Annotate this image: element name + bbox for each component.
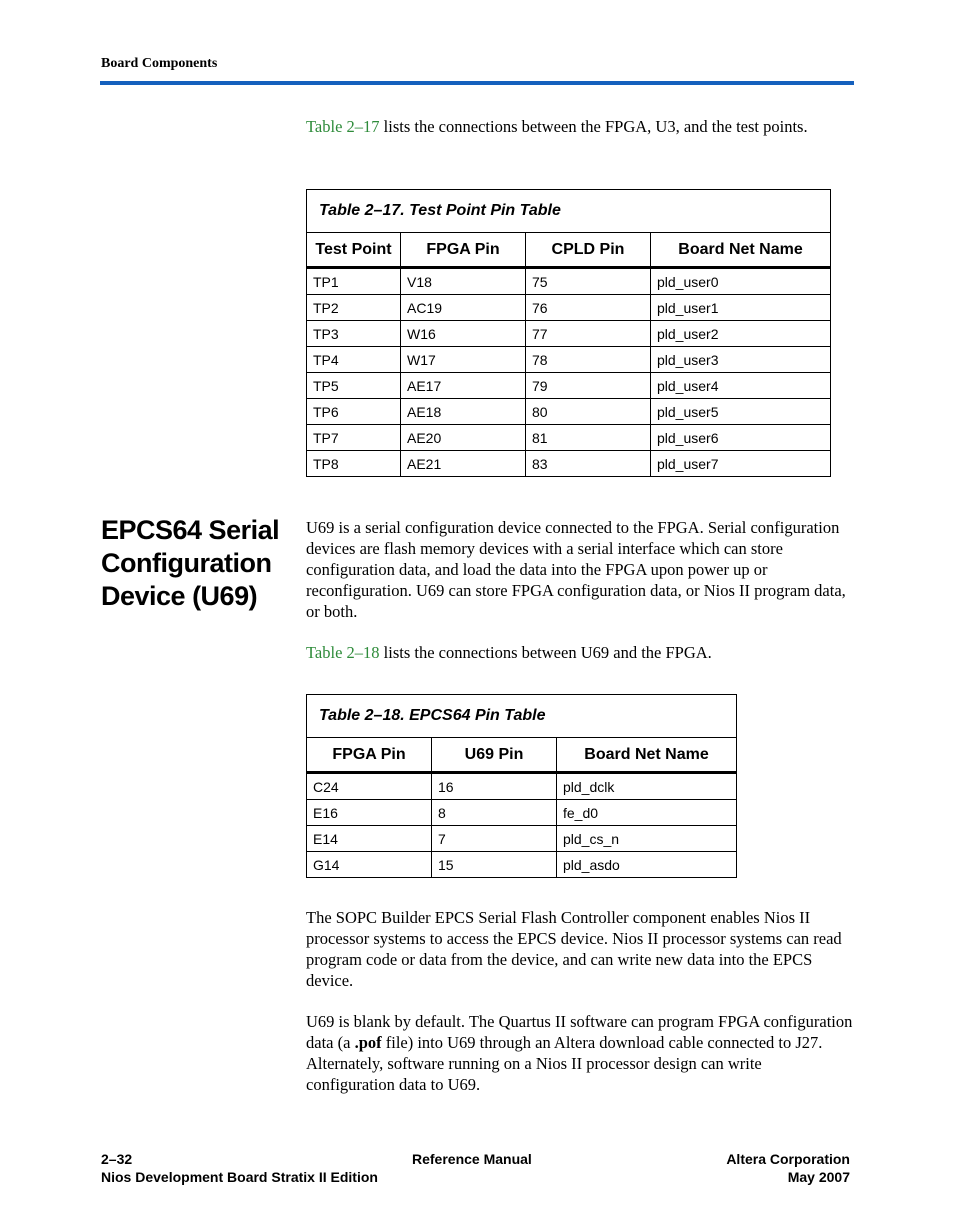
section-heading-line: EPCS64 Serial — [101, 515, 280, 545]
table-17-link[interactable]: Table 2–17 — [306, 117, 380, 136]
table-17-body — [307, 268, 831, 477]
table-17-caption: Table 2–17. Test Point Pin Table — [307, 190, 831, 233]
table-cell: TP1 — [307, 268, 401, 295]
footer-left — [101, 1150, 378, 1186]
table-17-header-row — [307, 233, 831, 268]
pof-extension: .pof — [354, 1033, 382, 1052]
table-row — [307, 373, 831, 399]
table-cell: TP8 — [307, 451, 401, 477]
table-cell: TP2 — [307, 295, 401, 321]
table-cell: AE17 — [401, 373, 526, 399]
test-point-pin-table — [306, 189, 831, 477]
table-cell: W17 — [401, 347, 526, 373]
table-cell: 81 — [526, 425, 651, 451]
table-cell: V18 — [401, 268, 526, 295]
table-cell: pld_user0 — [651, 268, 831, 295]
table-cell: pld_user5 — [651, 399, 831, 425]
table-cell: AC19 — [401, 295, 526, 321]
table-cell: pld_cs_n — [557, 826, 737, 852]
table-cell: fe_d0 — [557, 800, 737, 826]
table-cell: pld_user7 — [651, 451, 831, 477]
table-row — [307, 800, 737, 826]
table-cell: G14 — [307, 852, 432, 878]
table-row — [307, 268, 831, 295]
publication-date: May 2007 — [787, 1169, 850, 1185]
table-cell: TP3 — [307, 321, 401, 347]
table-cell: TP6 — [307, 399, 401, 425]
table-row — [307, 852, 737, 878]
footer-center: Reference Manual — [412, 1151, 532, 1167]
company-name: Altera Corporation — [726, 1151, 850, 1167]
table-cell: 79 — [526, 373, 651, 399]
sopc-paragraph: The SOPC Builder EPCS Serial Flash Controller component enables Nios II processor systems to access the EPCS device. Nios II processor systems can read program code or data from the device, and can write new data into the EPCS device. — [306, 908, 842, 990]
section-heading-line: Configuration — [101, 548, 272, 578]
table-cell: 77 — [526, 321, 651, 347]
table-cell: E16 — [307, 800, 432, 826]
table-18-link[interactable]: Table 2–18 — [306, 643, 380, 662]
table-cell: 78 — [526, 347, 651, 373]
section-heading — [101, 514, 291, 613]
table-cell: 15 — [432, 852, 557, 878]
table-row — [307, 425, 831, 451]
table-17-intro-text: lists the connections between the FPGA, U3, and the test points. — [379, 117, 808, 136]
table-18-header-row — [307, 738, 737, 773]
column-header: Board Net Name — [651, 233, 831, 268]
table-18-intro — [306, 642, 854, 663]
table-cell: pld_asdo — [557, 852, 737, 878]
table-18-intro-text: lists the connections between U69 and the FPGA. — [379, 643, 712, 662]
u69-blank-paragraph — [306, 1011, 854, 1095]
header-rule — [100, 81, 854, 85]
table-cell: 16 — [432, 773, 557, 800]
blank-para-text-end: file) into U69 through an Altera download cable connected to J27. Alternately, software running on a Nios II processor design can write configuration data to U69. — [306, 1033, 823, 1094]
table-cell: AE18 — [401, 399, 526, 425]
table-cell: pld_dclk — [557, 773, 737, 800]
table-18-caption: Table 2–18. EPCS64 Pin Table — [307, 695, 737, 738]
table-row — [307, 399, 831, 425]
running-header: Board Components — [101, 56, 218, 71]
column-header: FPGA Pin — [307, 738, 432, 773]
table-cell: 76 — [526, 295, 651, 321]
table-18-body — [307, 773, 737, 878]
table-cell: pld_user1 — [651, 295, 831, 321]
document-title: Nios Development Board Stratix II Edition — [101, 1169, 378, 1185]
column-header: Board Net Name — [557, 738, 737, 773]
table-cell: TP7 — [307, 425, 401, 451]
table-cell: 8 — [432, 800, 557, 826]
table-row — [307, 451, 831, 477]
column-header: FPGA Pin — [401, 233, 526, 268]
epcs64-pin-table — [306, 694, 737, 878]
table-cell: 7 — [432, 826, 557, 852]
table-cell: TP4 — [307, 347, 401, 373]
table-cell: 75 — [526, 268, 651, 295]
table-cell: C24 — [307, 773, 432, 800]
table-cell: pld_user2 — [651, 321, 831, 347]
table-cell: 80 — [526, 399, 651, 425]
section-heading-line: Device (U69) — [101, 581, 258, 611]
table-cell: E14 — [307, 826, 432, 852]
table-cell: 83 — [526, 451, 651, 477]
page-number: 2–32 — [101, 1151, 133, 1167]
footer-right — [726, 1150, 850, 1186]
table-cell: pld_user4 — [651, 373, 831, 399]
table-row — [307, 826, 737, 852]
table-cell: TP5 — [307, 373, 401, 399]
table-cell: AE20 — [401, 425, 526, 451]
blank-para-text: U69 is blank by default. The Quartus II software can program FPGA configuration data (a — [306, 1012, 853, 1052]
table-row — [307, 321, 831, 347]
u69-description: U69 is a serial configuration device connected to the FPGA. Serial configuration devices are flash memory devices with a serial interface which can store configuration data, and load the data into the FPGA upon power up or reconfiguration. U69 can store FPGA configuration data, or Nios II program data, or both. — [306, 518, 846, 621]
column-header: CPLD Pin — [526, 233, 651, 268]
column-header: U69 Pin — [432, 738, 557, 773]
table-cell: pld_user3 — [651, 347, 831, 373]
table-cell: pld_user6 — [651, 425, 831, 451]
table-cell: AE21 — [401, 451, 526, 477]
column-header: Test Point — [307, 233, 401, 268]
table-row — [307, 347, 831, 373]
table-17-intro — [306, 116, 854, 137]
table-cell: W16 — [401, 321, 526, 347]
table-row — [307, 773, 737, 800]
table-row — [307, 295, 831, 321]
